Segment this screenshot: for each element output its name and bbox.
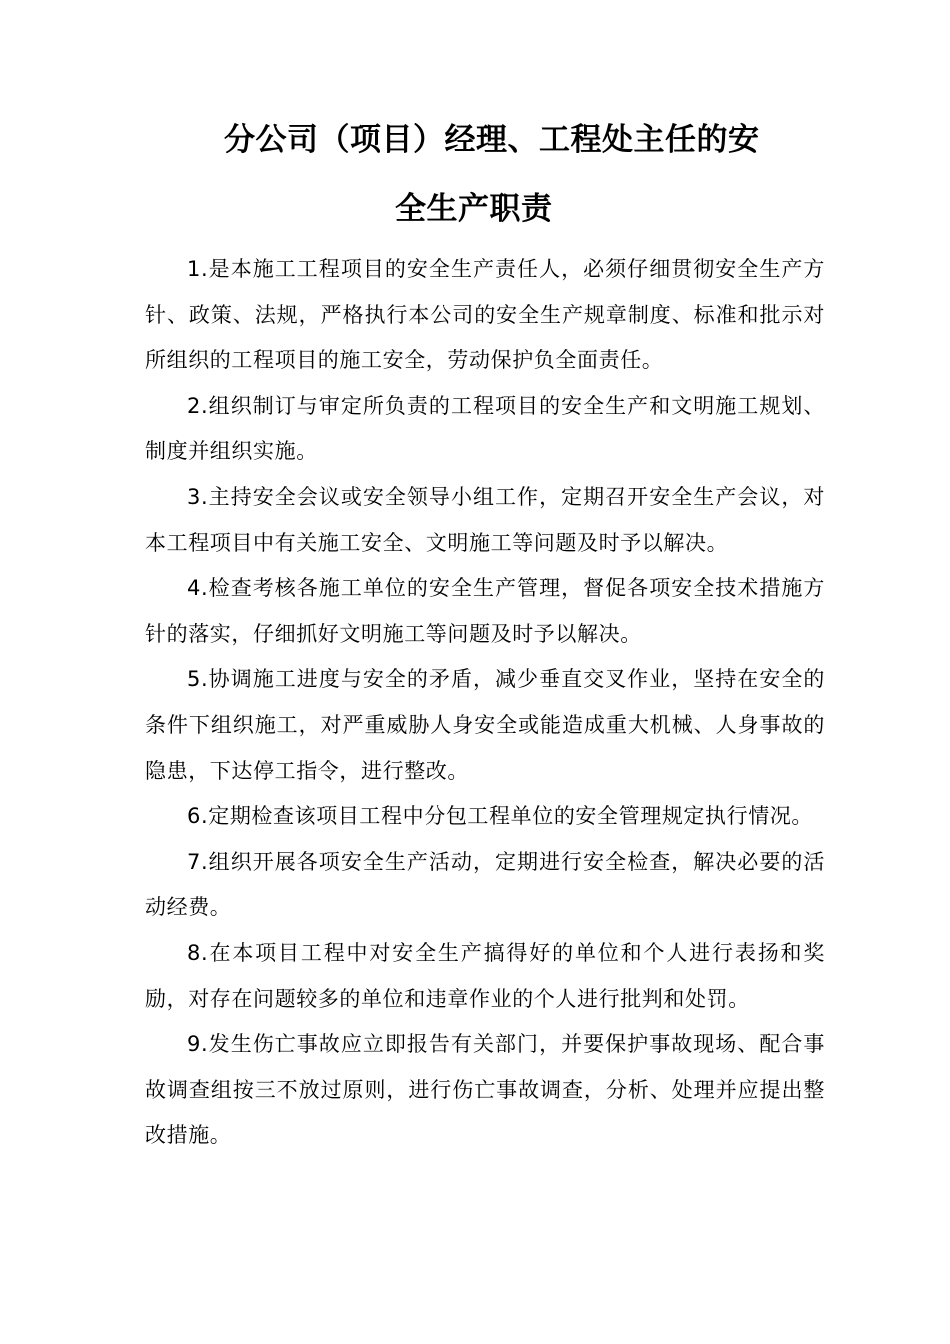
paragraph-6: 6.定期检查该项目工程中分包工程单位的安全管理规定执行情况。 [187,804,814,829]
document-title-line-1: 分公司（项目）经理、工程处主任的安 [224,122,760,158]
paragraph-7: 7.组织开展各项安全生产活动，定期进行安全检查，解决必要的活动经费。 [145,849,825,920]
paragraph-8: 8.在本项目工程中对安全生产搞得好的单位和个人进行表扬和奖励，对存在问题较多的单位和违章作业的个人进行批判和处罚。 [145,940,825,1011]
paragraph-9: 9.发生伤亡事故应立即报告有关部门，并要保护事故现场、配合事故调查组按三不放过原则，进行伤亡事故调查，分析、处理并应提出整改措施。 [145,1032,825,1148]
paragraph-5: 5.协调施工进度与安全的矛盾，减少垂直交叉作业，坚持在安全的条件下组织施工，对严重威胁人身安全或能造成重大机械、人身事故的隐患，下达停工指令，进行整改。 [145,667,825,783]
paragraph-3: 3.主持安全会议或安全领导小组工作，定期召开安全生产会议，对本工程项目中有关施工安全、文明施工等问题及时予以解决。 [145,484,825,555]
paragraph-2: 2.组织制订与审定所负责的工程项目的安全生产和文明施工规划、制度并组织实施。 [145,393,825,464]
document-title-line-2: 全生产职责 [395,191,553,227]
paragraph-1: 1.是本施工工程项目的安全生产责任人，必须仔细贯彻安全生产方针、政策、法规，严格执行本公司的安全生产规章制度、标准和批示对所组织的工程项目的施工安全，劳动保护负全面责任。 [145,257,825,373]
document-body [145,247,825,1159]
paragraph-4: 4.检查考核各施工单位的安全生产管理，督促各项安全技术措施方针的落实，仔细抓好文明施工等问题及时予以解决。 [145,576,825,646]
